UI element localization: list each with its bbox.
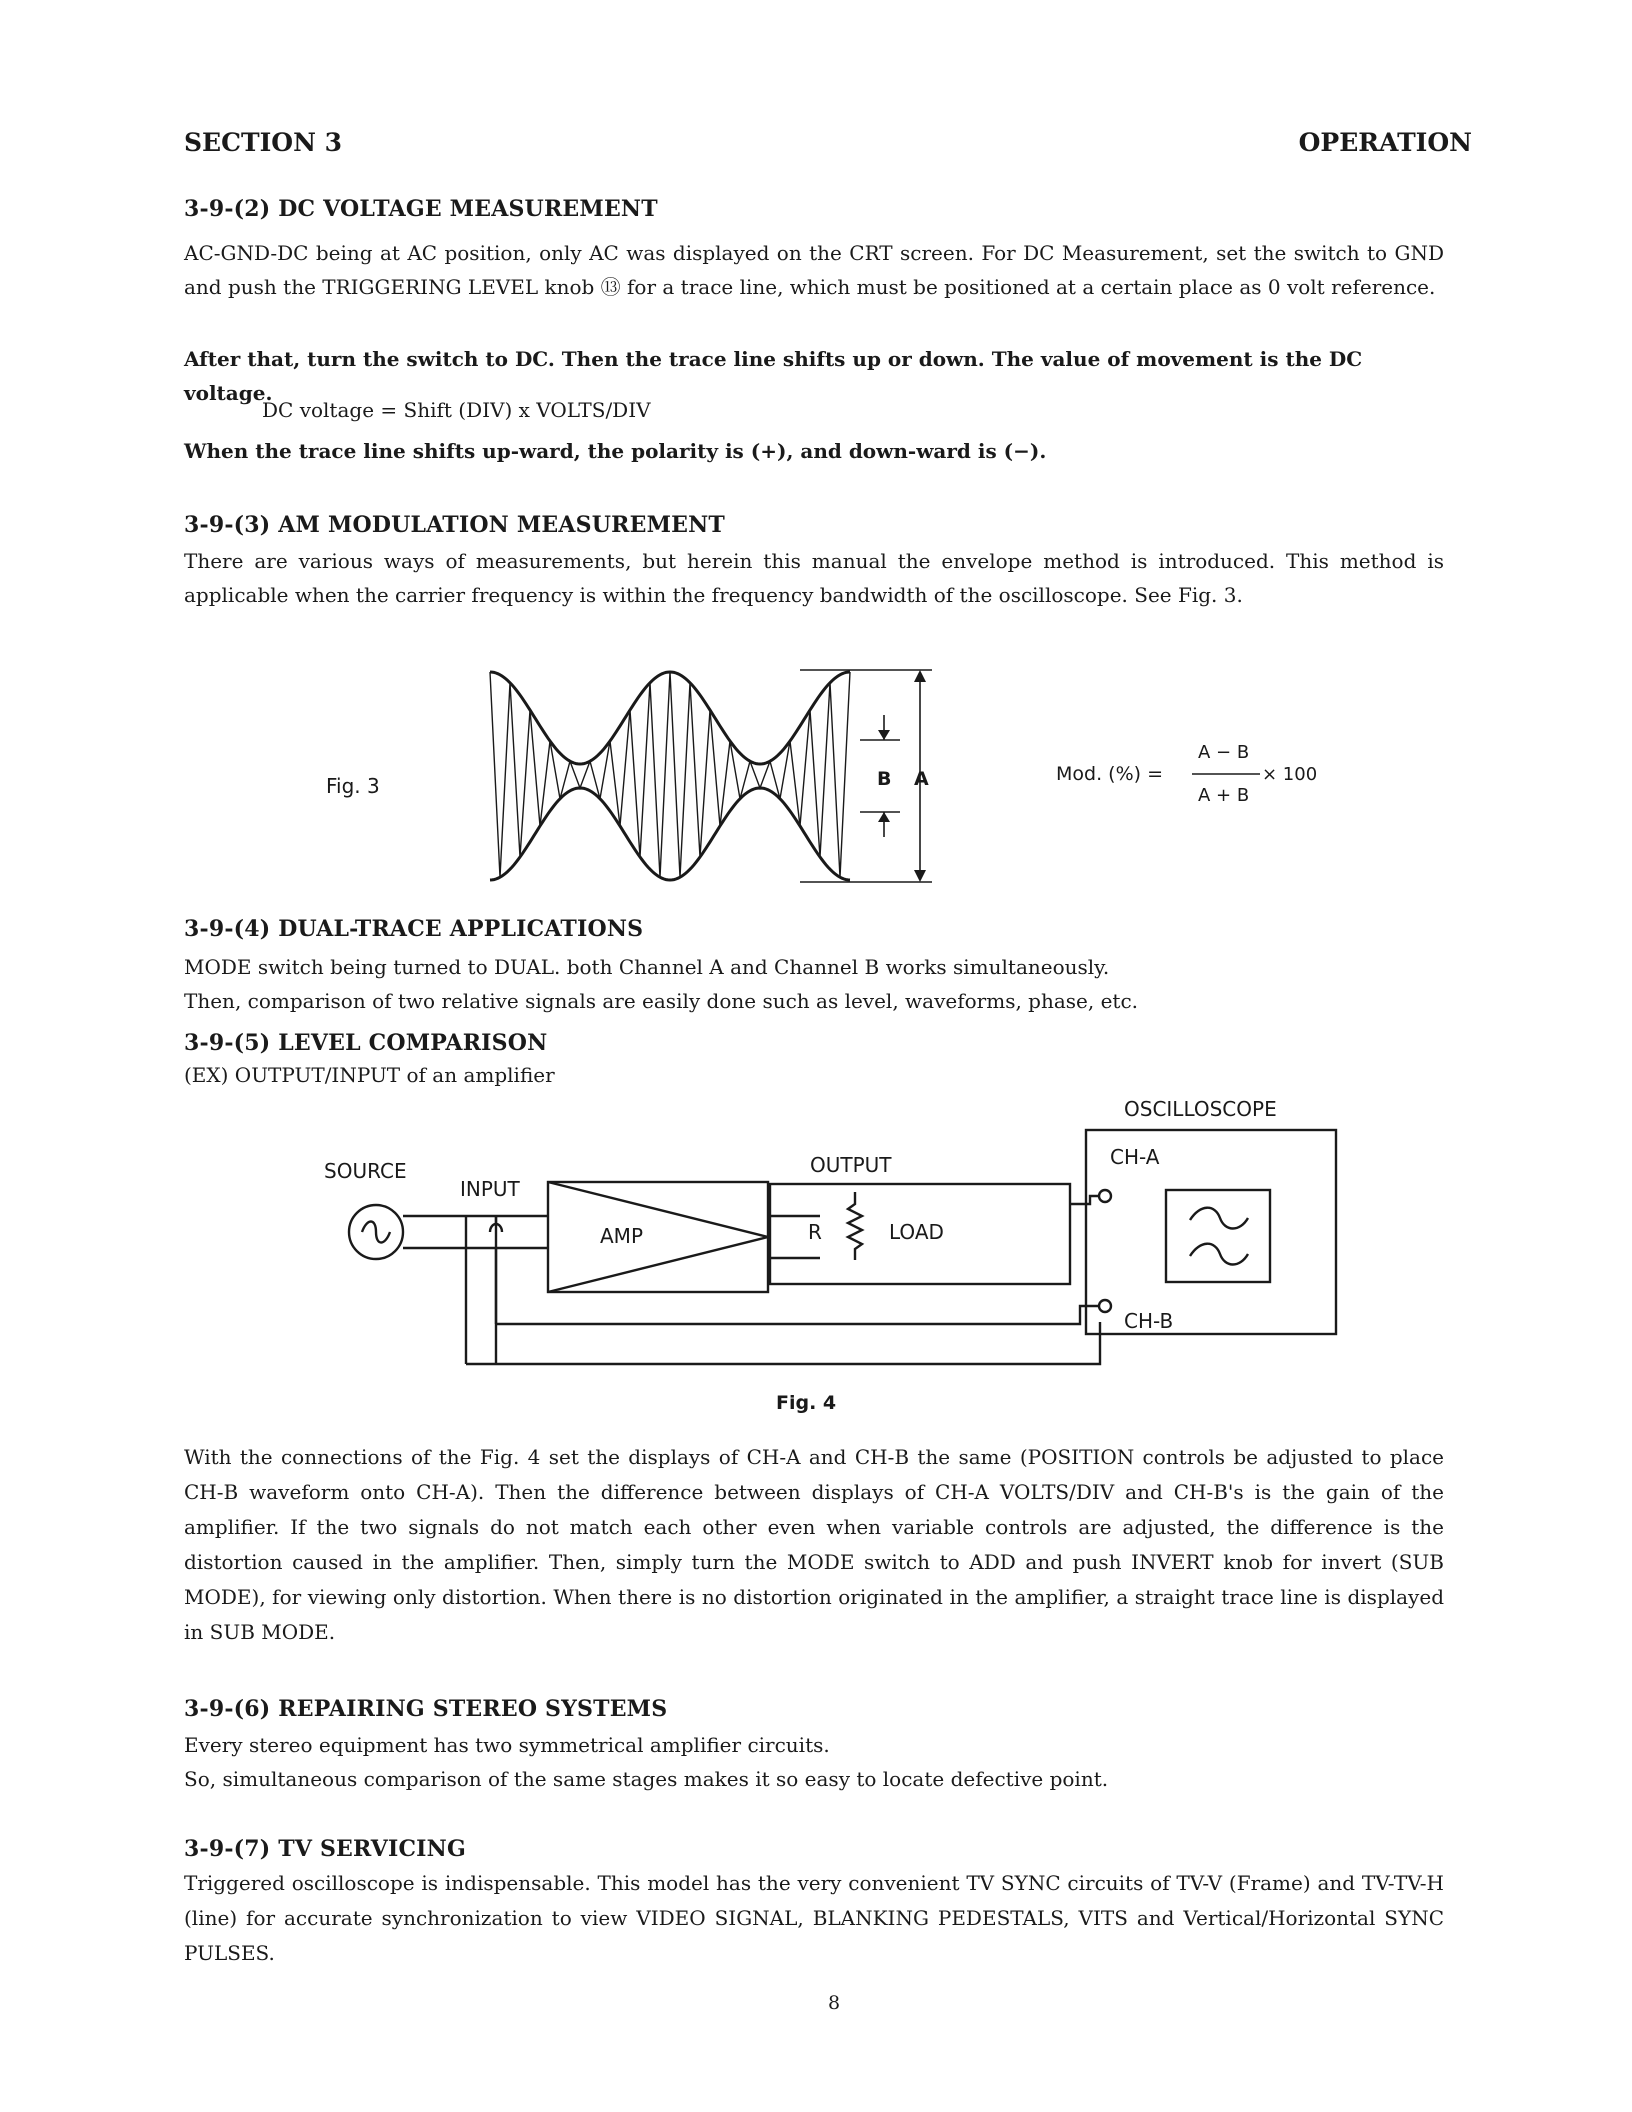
resistor-symbol [848,1192,862,1260]
load-label: LOAD [889,1220,944,1244]
oscilloscope-label: OSCILLOSCOPE [1124,1097,1277,1121]
fig4-caption: Fig. 4 [776,1392,837,1414]
section-title-level-comparison: 3-9-(5) LEVEL COMPARISON [184,1030,548,1056]
output-label: OUTPUT [810,1153,892,1177]
fig3-a-label: A [914,768,929,790]
carrier-oscillation [490,672,850,877]
oscilloscope-screen [1166,1190,1270,1282]
level-comparison-paragraph: With the connections of the Fig. 4 set the displays of CH-A and CH-B the same (POSITION controls be adjusted to place CH-B waveform onto CH-A). Then the difference between displays of CH-A VOLTS/DIV and CH-B's is the gain of the amplifier. If the two signals do not match each other even when variable controls are adjusted, the difference is the distortion caused in the amplifier. Then, simply turn the MODE switch to ADD and push INVERT knob for invert (SUB MODE), for viewing only distortion. When there is no distortion originated in the amplifier, a straight trace line is displayed in SUB MODE. [184,1445,1444,1644]
modulation-formula [1050,735,1350,825]
tv-servicing-paragraph: Triggered oscilloscope is indispensable. This model has the very convenient TV SYNC circuits of TV-V (Frame) and TV-TV-H (line) for accurate synchronization to view VIDEO SIGNAL, BLANKING PEDESTALS, VITS and Vertical/Horizontal SYNC PULSES. [184,1871,1444,1965]
stereo-paragraph-2: So, simultaneous comparison of the same stages makes it so easy to locate defective point. [184,1767,1109,1791]
ch-b-terminal [1099,1300,1111,1312]
am-modulation-paragraph: There are various ways of measurements, but herein this manual the envelope method is introduced. This method is applicable when the carrier frequency is within the frequency bandwidth of the oscilloscope. See Fig. 3. [184,549,1444,607]
envelope-lower [490,788,850,880]
dc-voltage-paragraph-3: When the trace line shifts up-ward, the polarity is (+), and down-ward is (−). [184,439,1047,463]
fig3-b-label: B [877,768,892,790]
section-title-tv-servicing: 3-9-(7) TV SERVICING [184,1836,466,1862]
wire-to-ch-b [496,1306,1100,1324]
source-label: SOURCE [324,1159,407,1183]
mod-formula-numerator: A − B [1198,742,1250,763]
stereo-paragraph-1: Every stereo equipment has two symmetrical amplifier circuits. [184,1733,830,1757]
screen-trace-b [1190,1244,1248,1265]
dc-voltage-paragraph-1: AC-GND-DC being at AC position, only AC was displayed on the CRT screen. For DC Measurement, set the switch to GND and push the TRIGGERING LEVEL knob ⑬ for a trace line, which must be positioned at a certain place as 0 volt reference. [184,241,1444,299]
section-title-dc-voltage: 3-9-(2) DC VOLTAGE MEASUREMENT [184,196,658,222]
dc-voltage-formula: DC voltage = Shift (DIV) x VOLTS/DIV [262,398,651,422]
level-comparison-example: (EX) OUTPUT/INPUT of an amplifier [184,1063,555,1087]
ch-a-label: CH-A [1110,1145,1160,1169]
sine-icon [362,1222,390,1243]
mod-formula-multiplier: × 100 [1262,764,1318,785]
amplifier-box [548,1182,768,1292]
dc-voltage-paragraph-2: After that, turn the switch to DC. Then the trace line shifts up or down. The value of movement is the DC voltage. [184,347,1363,405]
resistor-label: R [808,1220,822,1244]
ch-b-label: CH-B [1124,1309,1174,1333]
section-header: SECTION 3 [184,128,343,157]
mod-formula-prefix: Mod. (%) = [1056,763,1163,785]
page-number: 8 [828,1992,841,2014]
ch-a-terminal [1099,1190,1111,1202]
fig3-label: Fig. 3 [326,774,380,798]
amp-label: AMP [600,1224,643,1248]
screen-trace-a [1190,1208,1248,1229]
amplifier-triangle [548,1182,768,1292]
input-label: INPUT [460,1177,520,1201]
fig3-am-envelope-diagram [480,660,940,890]
am-carrier-waveform [490,672,850,877]
fig4-level-comparison-diagram [300,1084,1360,1384]
section-title-am-modulation: 3-9-(3) AM MODULATION MEASUREMENT [184,512,725,538]
page-header-title: OPERATION [1298,128,1472,157]
section-title-dual-trace: 3-9-(4) DUAL-TRACE APPLICATIONS [184,916,644,942]
mod-formula-denominator: A + B [1198,785,1250,806]
section-title-stereo-systems: 3-9-(6) REPAIRING STEREO SYSTEMS [184,1696,668,1722]
ground-wire [466,1322,1100,1364]
dual-trace-paragraph-2: Then, comparison of two relative signals are easily done such as level, waveforms, phase, etc. [184,989,1139,1013]
dual-trace-paragraph-1: MODE switch being turned to DUAL. both Channel A and Channel B works simultaneously. [184,955,1110,979]
